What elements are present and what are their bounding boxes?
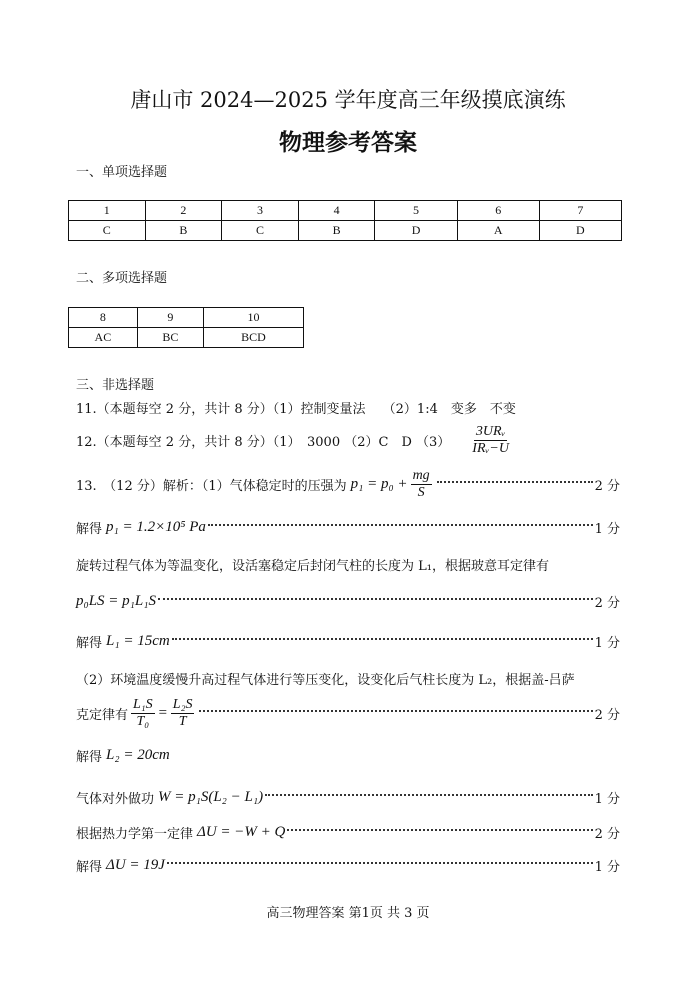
answer: C: [69, 221, 146, 241]
denominator: T: [178, 714, 187, 729]
answer: BCD: [204, 328, 304, 348]
solution-line: [76, 632, 620, 651]
solution-line: [76, 697, 620, 730]
dot-leader: [265, 794, 593, 796]
score: 2 分: [594, 708, 620, 723]
score: 2 分: [594, 596, 620, 611]
question-number: 8: [69, 308, 138, 328]
dot-leader: [158, 598, 593, 600]
q13-line: [76, 468, 620, 501]
table-row: [69, 221, 622, 241]
equation: L₂ = 20cm: [106, 747, 170, 763]
solution-line: [76, 518, 620, 537]
multi-choice-table: [68, 307, 304, 348]
question-number: 3: [222, 201, 299, 221]
table-row: [69, 201, 622, 221]
section3-heading: 三、非选择题: [76, 378, 155, 393]
label: 解得: [76, 860, 103, 875]
label: 解得: [76, 522, 103, 537]
answer: B: [145, 221, 222, 241]
equation: p₁ = 1.2×10⁵ Pa: [106, 519, 206, 535]
equation: W = p₁S(L₂ − L₁): [158, 789, 264, 805]
dot-leader: [167, 862, 593, 864]
numerator: mg: [412, 468, 430, 483]
q11-text: 11.（本题每空 2 分，共计 8 分）（1）控制变量法 （2）1:4 变多 不变: [76, 402, 516, 417]
equation: L₁ = 15cm: [106, 633, 170, 649]
answer: A: [457, 221, 539, 241]
fraction: [171, 697, 195, 730]
numerator: 3URᵥ: [475, 424, 506, 439]
score: 1 分: [594, 792, 620, 807]
fraction: [131, 697, 155, 730]
score: 2 分: [594, 827, 620, 842]
question-number: 5: [375, 201, 457, 221]
text: （2）环境温度缓慢升高过程气体进行等压变化，设变化后气柱长度为 L₂，根据盖-吕萨: [76, 673, 575, 688]
question-number: 1: [69, 201, 146, 221]
denominator: S: [417, 485, 425, 500]
dot-leader: [287, 829, 592, 831]
label: 克定律有: [76, 708, 129, 723]
question-number: 4: [298, 201, 375, 221]
equation: ΔU = −W + Q: [197, 824, 286, 840]
table-row: [69, 328, 304, 348]
answer: BC: [137, 328, 203, 348]
question-number: 9: [137, 308, 203, 328]
solution-line: [76, 823, 620, 842]
answer: B: [298, 221, 375, 241]
label: 根据热力学第一定律: [76, 827, 194, 842]
equation: ΔU = 19J: [106, 857, 165, 873]
document-title: 唐山市 2024—2025 学年度高三年级摸底演练: [130, 88, 566, 112]
solution-line: [76, 746, 620, 765]
dot-leader: [437, 481, 593, 483]
q13-text: 13. （12 分）解析：（1）气体稳定时的压强为: [76, 479, 347, 494]
answer: AC: [69, 328, 138, 348]
solution-line: [76, 788, 620, 807]
answer: D: [539, 221, 621, 241]
dot-leader: [172, 638, 593, 640]
question-number: 7: [539, 201, 621, 221]
page-footer: 高三物理答案 第1页 共 3 页: [266, 906, 430, 921]
question-number: 6: [457, 201, 539, 221]
numerator: L₁S: [133, 697, 153, 712]
equation: p₁ = p₀ +: [350, 476, 408, 492]
score: 1 分: [594, 636, 620, 651]
solution-line: [76, 592, 620, 611]
question-number: 2: [145, 201, 222, 221]
score: 2 分: [594, 479, 620, 494]
label: 解得: [76, 750, 103, 765]
answer: D: [375, 221, 457, 241]
dot-leader: [199, 710, 592, 712]
text: 旋转过程气体为等温变化，设活塞稳定后封闭气柱的长度为 L₁，根据玻意耳定律有: [76, 559, 549, 574]
denominator: T₀: [136, 714, 150, 729]
q12-text: 12.（本题每空 2 分，共计 8 分）（1） 3000 （2）C D （3）: [76, 435, 451, 450]
table-row: [69, 308, 304, 328]
q11-line: [76, 398, 620, 417]
label: 气体对外做功: [76, 792, 155, 807]
section2-heading: 二、多项选择题: [76, 271, 168, 286]
numerator: L₂S: [172, 697, 193, 712]
q12-fraction: [472, 424, 509, 457]
solution-line: [76, 856, 620, 875]
denominator: IRᵥ−U: [472, 441, 509, 456]
equation: p₀LS = p₁L₁S: [76, 593, 156, 609]
score: 1 分: [594, 860, 620, 875]
score: 1 分: [594, 522, 620, 537]
equals: =: [157, 705, 168, 721]
answer: C: [222, 221, 299, 241]
single-choice-table: [68, 200, 622, 241]
solution-line: [76, 669, 620, 688]
section1-heading: 一、单项选择题: [76, 165, 168, 180]
document-subtitle: 物理参考答案: [279, 130, 417, 156]
dot-leader: [208, 524, 593, 526]
solution-line: [76, 555, 620, 574]
label: 解得: [76, 636, 103, 651]
question-number: 10: [204, 308, 304, 328]
q12-line: [76, 424, 620, 457]
fraction: [411, 468, 432, 501]
